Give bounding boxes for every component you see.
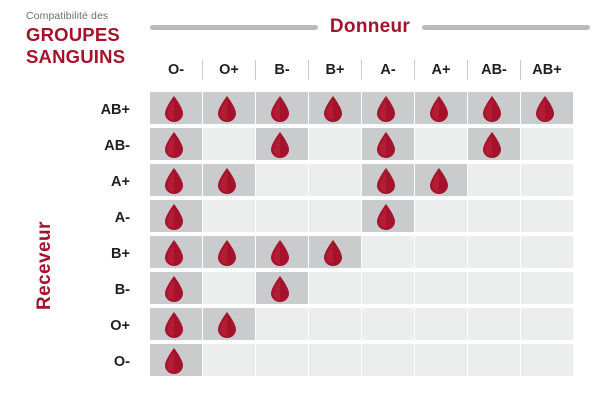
blood-drop-icon xyxy=(376,96,396,122)
cell-B+-O+ xyxy=(203,236,255,268)
row-header-AB+: AB+ xyxy=(100,102,130,118)
row-header-B+: B+ xyxy=(111,246,130,262)
cell-O--B+ xyxy=(309,344,361,376)
cell-B--A- xyxy=(362,272,414,304)
row-header-A+: A+ xyxy=(111,174,130,190)
grid-row xyxy=(150,272,573,308)
blood-drop-icon xyxy=(217,96,237,122)
cell-AB--O+ xyxy=(203,128,255,160)
cell-A+-A- xyxy=(362,164,414,196)
column-header-O-: O- xyxy=(167,62,185,78)
cell-B+-AB- xyxy=(468,236,520,268)
cell-A+-O- xyxy=(150,164,202,196)
grid-row xyxy=(150,344,573,380)
blood-drop-icon xyxy=(323,240,343,266)
cell-O--AB- xyxy=(468,344,520,376)
column-header-A+: A+ xyxy=(431,62,451,78)
grid-row xyxy=(150,200,573,236)
chart-subtitle: Compatibilité des xyxy=(26,10,109,22)
row-header-B-: B- xyxy=(114,282,130,298)
cell-O+-AB- xyxy=(468,308,520,340)
cell-O+-A+ xyxy=(415,308,467,340)
cell-AB--B- xyxy=(256,128,308,160)
cell-AB+-B- xyxy=(256,92,308,124)
chart-title-block xyxy=(26,10,146,66)
cell-B+-B+ xyxy=(309,236,361,268)
cell-B--B+ xyxy=(309,272,361,304)
blood-drop-icon xyxy=(164,132,184,158)
cell-A--O- xyxy=(150,200,202,232)
compatibility-grid xyxy=(150,92,573,380)
blood-drop-icon xyxy=(376,168,396,194)
blood-drop-icon xyxy=(376,132,396,158)
blood-drop-icon xyxy=(429,168,449,194)
recipient-axis-label: Receveur xyxy=(34,221,55,310)
blood-drop-icon xyxy=(164,168,184,194)
blood-drop-icon xyxy=(429,96,449,122)
blood-drop-icon xyxy=(217,240,237,266)
blood-drop-icon xyxy=(482,132,502,158)
blood-drop-icon xyxy=(376,204,396,230)
cell-A+-B+ xyxy=(309,164,361,196)
donor-axis-label: Donneur xyxy=(329,16,411,37)
cell-AB+-A- xyxy=(362,92,414,124)
recipient-axis-header xyxy=(30,150,62,330)
cell-B--AB+ xyxy=(521,272,573,304)
cell-AB+-AB+ xyxy=(521,92,573,124)
blood-drop-icon xyxy=(164,276,184,302)
column-header-B+: B+ xyxy=(325,62,345,78)
cell-O--O+ xyxy=(203,344,255,376)
grid-row xyxy=(150,236,573,272)
chart-title-line-1: GROUPES xyxy=(26,24,120,45)
cell-A--B+ xyxy=(309,200,361,232)
cell-B+-A+ xyxy=(415,236,467,268)
row-header-AB-: AB- xyxy=(104,138,130,154)
cell-AB+-AB- xyxy=(468,92,520,124)
row-label-column xyxy=(80,92,142,380)
cell-AB--B+ xyxy=(309,128,361,160)
cell-AB--A+ xyxy=(415,128,467,160)
cell-AB--AB- xyxy=(468,128,520,160)
row-header-O+: O+ xyxy=(110,318,130,334)
cell-B--O- xyxy=(150,272,202,304)
donor-rule-right xyxy=(422,25,590,30)
cell-B+-O- xyxy=(150,236,202,268)
cell-O+-A- xyxy=(362,308,414,340)
cell-B--A+ xyxy=(415,272,467,304)
cell-AB+-A+ xyxy=(415,92,467,124)
cell-A--O+ xyxy=(203,200,255,232)
blood-drop-icon xyxy=(164,348,184,374)
cell-A--A+ xyxy=(415,200,467,232)
chart-title-line-2: SANGUINS xyxy=(26,46,126,67)
cell-O--A+ xyxy=(415,344,467,376)
cell-O--B- xyxy=(256,344,308,376)
cell-O+-AB+ xyxy=(521,308,573,340)
column-header-B-: B- xyxy=(274,62,290,78)
blood-drop-icon xyxy=(270,96,290,122)
blood-drop-icon xyxy=(164,96,184,122)
column-header-row xyxy=(150,58,573,82)
cell-AB+-O- xyxy=(150,92,202,124)
grid-row xyxy=(150,308,573,344)
cell-AB+-O+ xyxy=(203,92,255,124)
blood-drop-icon xyxy=(270,276,290,302)
blood-drop-icon xyxy=(482,96,502,122)
column-header-AB+: AB+ xyxy=(532,62,562,78)
cell-AB--A- xyxy=(362,128,414,160)
cell-AB+-B+ xyxy=(309,92,361,124)
cell-B--O+ xyxy=(203,272,255,304)
grid-row xyxy=(150,92,573,128)
cell-A+-A+ xyxy=(415,164,467,196)
cell-AB--O- xyxy=(150,128,202,160)
blood-drop-icon xyxy=(164,240,184,266)
row-header-A-: A- xyxy=(114,210,130,226)
cell-AB--AB+ xyxy=(521,128,573,160)
cell-A--A- xyxy=(362,200,414,232)
grid-row xyxy=(150,128,573,164)
blood-drop-icon xyxy=(535,96,555,122)
cell-A--B- xyxy=(256,200,308,232)
donor-rule-left xyxy=(150,25,318,30)
cell-B+-A- xyxy=(362,236,414,268)
cell-A--AB+ xyxy=(521,200,573,232)
column-header-O+: O+ xyxy=(219,62,239,78)
cell-O+-B+ xyxy=(309,308,361,340)
cell-A+-AB- xyxy=(468,164,520,196)
column-header-AB-: AB- xyxy=(481,62,507,78)
blood-drop-icon xyxy=(270,132,290,158)
cell-B--B- xyxy=(256,272,308,304)
cell-O+-B- xyxy=(256,308,308,340)
cell-O--A- xyxy=(362,344,414,376)
donor-axis-header xyxy=(150,14,590,40)
row-header-O-: O- xyxy=(113,354,130,370)
blood-drop-icon xyxy=(323,96,343,122)
blood-drop-icon xyxy=(164,204,184,230)
cell-B--AB- xyxy=(468,272,520,304)
blood-drop-icon xyxy=(217,312,237,338)
blood-drop-icon xyxy=(217,168,237,194)
cell-A--AB- xyxy=(468,200,520,232)
cell-A+-O+ xyxy=(203,164,255,196)
blood-drop-icon xyxy=(164,312,184,338)
cell-A+-B- xyxy=(256,164,308,196)
cell-O+-O- xyxy=(150,308,202,340)
cell-O+-O+ xyxy=(203,308,255,340)
column-header-A-: A- xyxy=(380,62,396,78)
cell-B+-B- xyxy=(256,236,308,268)
blood-drop-icon xyxy=(270,240,290,266)
cell-O--AB+ xyxy=(521,344,573,376)
grid-row xyxy=(150,164,573,200)
cell-B+-AB+ xyxy=(521,236,573,268)
cell-A+-AB+ xyxy=(521,164,573,196)
cell-O--O- xyxy=(150,344,202,376)
